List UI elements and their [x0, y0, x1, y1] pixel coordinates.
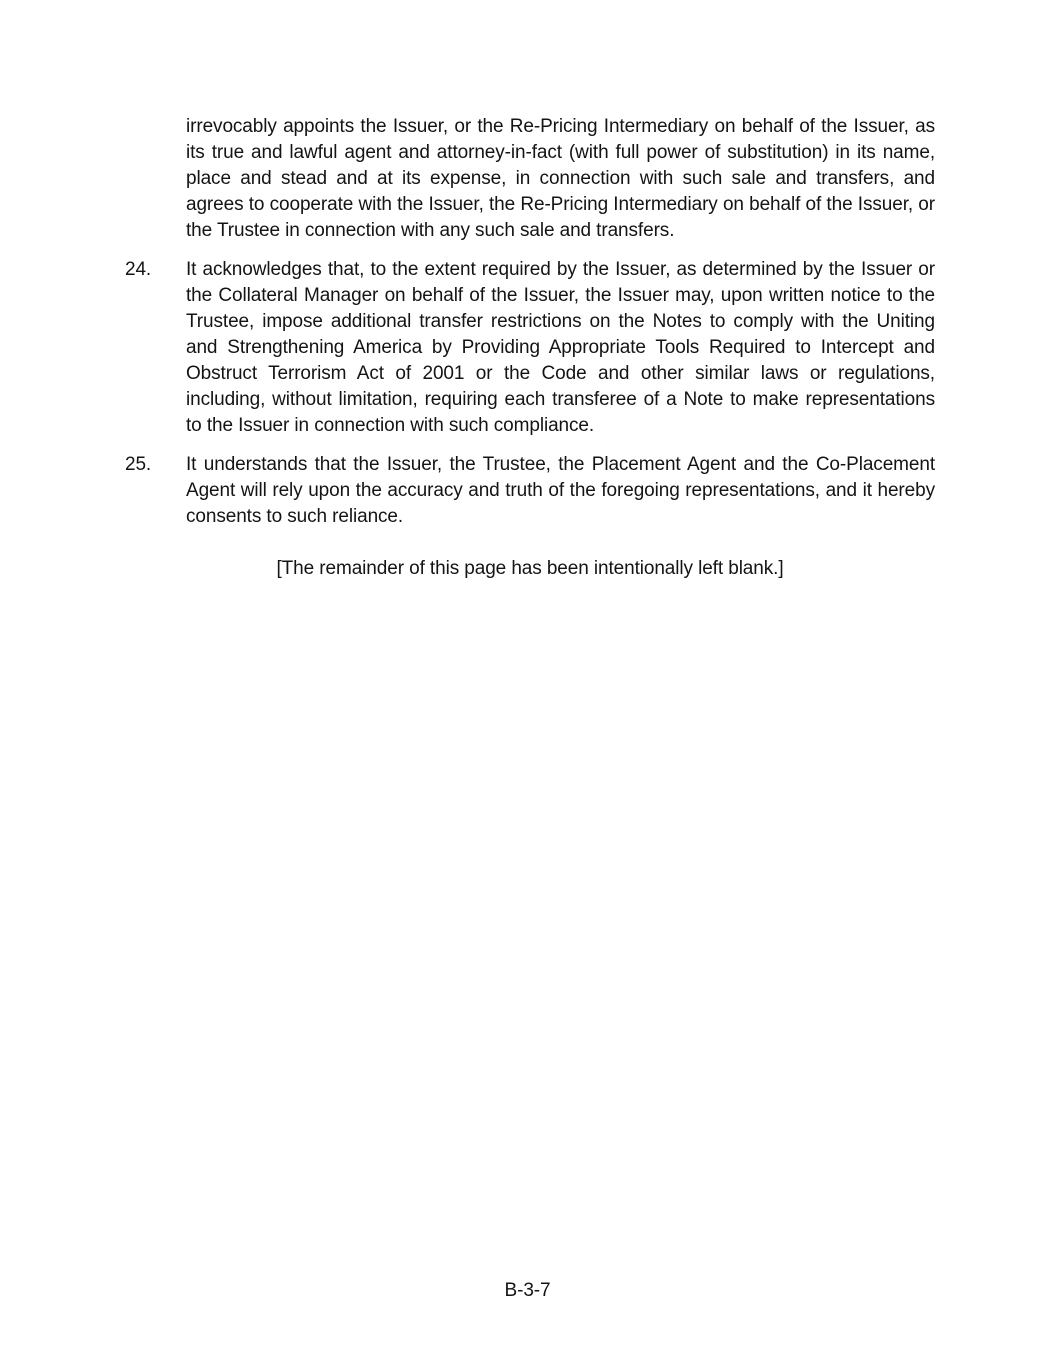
paragraph-continuation [125, 114, 935, 244]
page-number: B-3-7 [504, 1280, 551, 1301]
paragraph-text: It acknowledges that, to the extent required by the Issuer, as determined by the Issuer or the Collateral Manager on behalf of the Issuer, the Issuer may, upon written notice to the Trustee, impose additional transfer restrictions on the Notes to comply with the Uniting and Strengthening America by Providing Appropriate Tools Required to Intercept and Obstruct Terrorism Act of 2001 or the Code and other similar laws or regulations, including, without limitation, requiring each transferee of a Note to make representations to the Issuer in connection with such compliance. [186, 259, 935, 436]
paragraph-24 [125, 257, 935, 439]
document-body [125, 114, 935, 582]
paragraph-text: It understands that the Issuer, the Trustee, the Placement Agent and the Co-Placement Agent will rely upon the accuracy and truth of the foregoing representations, and it hereby consents to such reliance. [186, 454, 935, 527]
paragraph-number: 24. [125, 259, 152, 280]
page-blank-notice: [The remainder of this page has been intentionally left blank.] [276, 558, 784, 579]
paragraph-25 [125, 452, 935, 530]
paragraph-text: irrevocably appoints the Issuer, or the Re-Pricing Intermediary on behalf of the Issuer, as its true and lawful agent and attorney-in-fact (with full power of substitution) in its name, place and stead and at its expense, in connection with such sale and transfers, and agrees to cooperate with the Issuer, the Re-Pricing Intermediary on behalf of the Issuer, or the Trustee in connection with any such sale and transfers. [186, 116, 935, 241]
paragraph-number: 25. [125, 454, 152, 475]
